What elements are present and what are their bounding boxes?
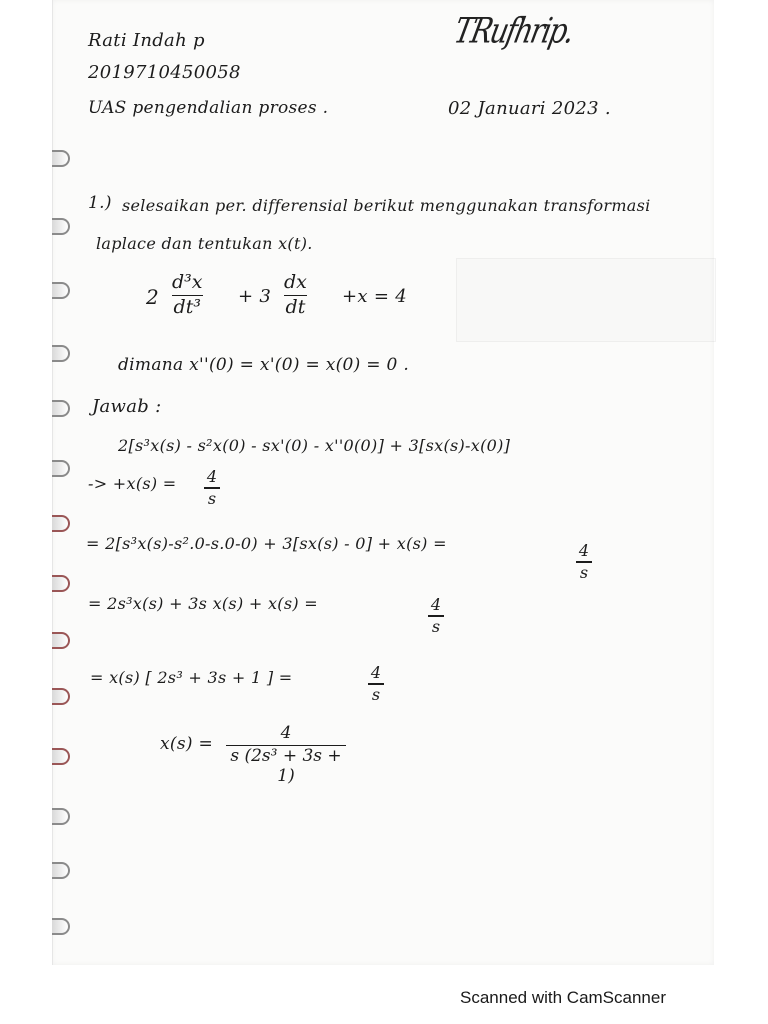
solution-line-2: -> +x(s) = bbox=[88, 474, 177, 493]
solution-line-3-fraction bbox=[576, 542, 592, 582]
binding-ring bbox=[52, 345, 70, 362]
fraction-denominator: s bbox=[579, 562, 589, 582]
fraction-numerator: 4 bbox=[578, 541, 590, 560]
problem-text-line2: laplace dan tentukan x(t). bbox=[96, 234, 313, 253]
fraction-numerator: 4 bbox=[430, 595, 442, 614]
binding-ring bbox=[52, 688, 70, 705]
binding-ring bbox=[52, 918, 70, 935]
equation-tail: +x = 4 bbox=[342, 286, 408, 307]
binding-ring bbox=[52, 575, 70, 592]
fraction-numerator: 4 bbox=[280, 723, 292, 743]
solution-line-3: = 2[s³x(s)-s².0-s.0-0) + 3[sx(s) - 0] + x(s) = bbox=[86, 534, 447, 553]
fraction-denominator: s bbox=[371, 684, 381, 704]
result-lhs: x(s) = bbox=[160, 734, 214, 754]
date: 02 Januari 2023 . bbox=[448, 98, 611, 119]
binding-ring bbox=[52, 460, 70, 477]
solution-line-4-fraction bbox=[428, 596, 444, 636]
solution-line-2-fraction bbox=[204, 468, 220, 508]
handwritten-signature: TRufhrip. bbox=[450, 9, 577, 52]
solution-line-5-fraction bbox=[368, 664, 384, 704]
binding-ring bbox=[52, 218, 70, 235]
solution-line-1: 2[s³x(s) - s²x(0) - sx'(0) - x''0(0)] + 3[sx(s)-x(0)] bbox=[118, 436, 511, 455]
solution-line-5: = x(s) [ 2s³ + 3s + 1 ] = bbox=[90, 668, 293, 687]
problem-text-line1: selesaikan per. differensial berikut menggunakan transformasi bbox=[122, 196, 651, 215]
fraction-denominator: s (2s³ + 3s + 1) bbox=[230, 746, 342, 786]
fraction-denominator: s bbox=[431, 616, 441, 636]
scanner-watermark: Scanned with CamScanner bbox=[460, 988, 667, 1007]
fraction-numerator: d³x bbox=[172, 271, 203, 293]
fraction-numerator: 4 bbox=[206, 467, 218, 486]
binding-ring bbox=[52, 150, 70, 167]
binding-ring bbox=[52, 808, 70, 825]
fraction-denominator: dt³ bbox=[173, 296, 201, 319]
binding-ring bbox=[52, 862, 70, 879]
fraction-denominator: dt bbox=[285, 296, 306, 319]
course-title: UAS pengendalian proses . bbox=[88, 98, 329, 118]
initial-conditions: dimana x''(0) = x'(0) = x(0) = 0 . bbox=[118, 355, 410, 375]
student-name: Rati Indah p bbox=[88, 30, 205, 51]
fraction-numerator: dx bbox=[284, 271, 307, 293]
binding-ring bbox=[52, 282, 70, 299]
solution-line-4: = 2s³x(s) + 3s x(s) + x(s) = bbox=[88, 594, 318, 613]
student-id: 2019710450058 bbox=[88, 62, 241, 83]
binding-ring bbox=[52, 632, 70, 649]
answer-label: Jawab : bbox=[92, 396, 162, 417]
result-fraction bbox=[226, 724, 346, 786]
equation-coefficient: 2 bbox=[146, 285, 160, 309]
binding-ring bbox=[52, 515, 70, 532]
equation-fraction-d3x-dt3 bbox=[172, 272, 203, 319]
bleed-through-mark bbox=[456, 258, 716, 342]
fraction-numerator: 4 bbox=[370, 663, 382, 682]
binding-ring bbox=[52, 748, 70, 765]
binding-ring bbox=[52, 400, 70, 417]
problem-number: 1.) bbox=[88, 193, 112, 213]
equation-plus-three: + 3 bbox=[238, 286, 272, 307]
equation-fraction-dx-dt bbox=[284, 272, 307, 319]
fraction-denominator: s bbox=[207, 488, 217, 508]
